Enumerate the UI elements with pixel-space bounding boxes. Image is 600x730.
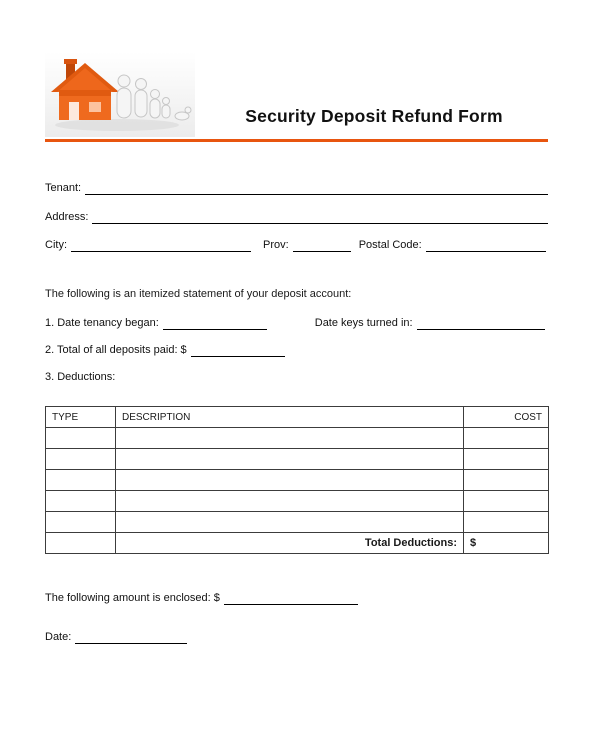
item3-row [45,371,548,384]
postal-code-field-line [426,239,546,252]
total-deductions-amount: $ [464,533,549,554]
type-cell [46,512,116,533]
statement-intro: The following is an itemized statement of your deposit account: [45,288,352,300]
keys-group [315,317,545,330]
address-field-line [92,211,548,224]
total-deductions-label: Total Deductions: [116,533,464,554]
tenant-label: Tenant: [45,182,82,194]
description-cell [116,512,464,533]
type-cell [46,470,116,491]
address-row [45,211,548,224]
date-keys-turned-in-label: Date keys turned in: [314,317,413,329]
date-row [45,631,548,644]
cost-cell [464,449,549,470]
form-page [0,52,600,644]
total-deductions-row [46,533,549,554]
table-row [46,428,549,449]
type-cell [46,428,116,449]
table-row [46,491,549,512]
tenant-row [45,182,548,195]
table-row [46,449,549,470]
cost-cell [464,470,549,491]
deductions-label: 3. Deductions: [45,371,116,383]
description-cell [116,470,464,491]
date-tenancy-began-label: 1. Date tenancy began: [45,317,159,329]
page-title: Security Deposit Refund Form [245,106,503,126]
total-deposits-paid-line [191,344,285,357]
amount-enclosed-line [224,592,358,605]
item1-row [45,317,548,330]
total-deposits-paid-label: 2. Total of all deposits paid: $ [45,344,187,356]
postal-code-label: Postal Code: [358,239,422,251]
description-column-header: DESCRIPTION [116,407,464,428]
tenant-field-line [85,182,548,195]
prov-label: Prov: [263,239,289,251]
address-label: Address: [45,211,89,223]
date-line [75,631,187,644]
table-row [46,512,549,533]
total-row-spacer [46,533,116,554]
item2-row [45,344,548,357]
amount-enclosed-label: The following amount is enclosed: $ [45,592,220,604]
house-family-logo [45,52,200,137]
description-cell [116,491,464,512]
type-cell [46,449,116,470]
city-row [45,239,548,252]
cost-cell [464,491,549,512]
table-row [46,470,549,491]
description-cell [116,449,464,470]
form-header [45,52,548,142]
type-cell [46,491,116,512]
city-field-line [71,239,251,252]
date-label: Date: [45,631,72,643]
cost-cell [464,428,549,449]
type-column-header: TYPE [46,407,116,428]
table-header-row [46,407,549,428]
cost-column-header: COST [464,407,549,428]
description-cell [116,428,464,449]
city-label: City: [45,239,67,251]
prov-field-line [293,239,351,252]
house-family-logo-icon [45,52,200,137]
deductions-table [45,406,549,554]
cost-cell [464,512,549,533]
date-keys-turned-in-line [417,317,545,330]
date-tenancy-began-line [163,317,267,330]
amount-enclosed-row [45,592,548,605]
